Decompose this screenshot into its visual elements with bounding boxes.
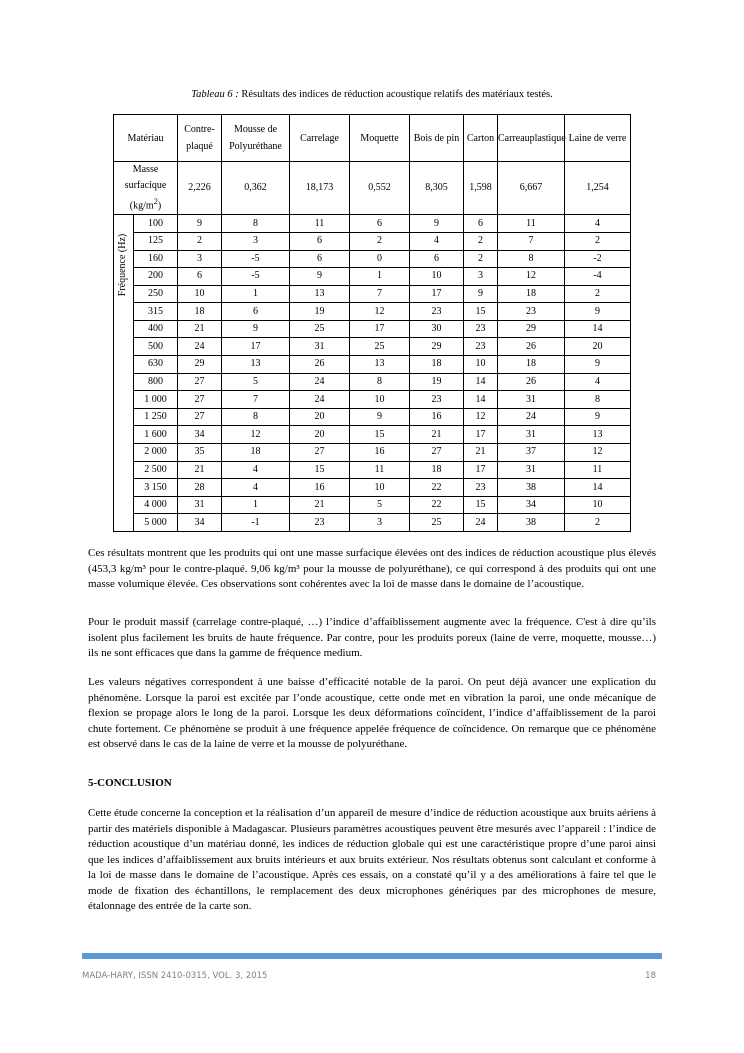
value-cell: 29 xyxy=(410,338,464,356)
value-cell: 16 xyxy=(410,408,464,426)
table-row xyxy=(114,496,631,514)
table-row xyxy=(114,215,631,233)
frequency-cell: 1 000 xyxy=(134,391,178,409)
value-cell: 4 xyxy=(410,232,464,250)
value-cell: 22 xyxy=(410,496,464,514)
value-cell: 2 xyxy=(565,285,631,303)
value-cell: 13 xyxy=(222,356,290,374)
value-cell: 24 xyxy=(464,514,498,532)
value-cell: 24 xyxy=(178,338,222,356)
value-cell: 11 xyxy=(498,215,565,233)
value-cell: 21 xyxy=(178,461,222,479)
mass-value: 0,552 xyxy=(350,162,410,215)
value-cell: 8 xyxy=(498,250,565,268)
value-cell: 34 xyxy=(178,514,222,532)
frequency-cell: 4 000 xyxy=(134,496,178,514)
value-cell: 4 xyxy=(222,461,290,479)
value-cell: 23 xyxy=(410,303,464,321)
frequency-cell: 315 xyxy=(134,303,178,321)
value-cell: 31 xyxy=(290,338,350,356)
frequency-cell: 800 xyxy=(134,373,178,391)
value-cell: 28 xyxy=(178,479,222,497)
value-cell: 14 xyxy=(565,320,631,338)
value-cell: 25 xyxy=(410,514,464,532)
table-row xyxy=(114,268,631,286)
value-cell: 26 xyxy=(498,338,565,356)
value-cell: 20 xyxy=(290,408,350,426)
value-cell: 38 xyxy=(498,479,565,497)
value-cell: 19 xyxy=(410,373,464,391)
paragraph: Pour le produit massif (carrelage contre-plaqué, …) l’indice d’affaiblissement augmente avec la fréquence. C'est à dire qu’ils isolent plus facilement les bruits de haute fréquence. Par contre, pour les produits poreux (laine de verre, moquette, mousse…) ils ne sont efficaces que dans la gamme de fréquence medium. xyxy=(88,616,656,659)
header-material: Contre-plaqué xyxy=(178,115,222,162)
value-cell: 24 xyxy=(290,391,350,409)
value-cell: 18 xyxy=(222,444,290,462)
table-header-row xyxy=(114,115,631,162)
value-cell: 2 xyxy=(178,232,222,250)
table-row xyxy=(114,320,631,338)
value-cell: 9 xyxy=(565,356,631,374)
value-cell: 7 xyxy=(350,285,410,303)
value-cell: 2 xyxy=(464,250,498,268)
value-cell: 10 xyxy=(410,268,464,286)
value-cell: 12 xyxy=(350,303,410,321)
value-cell: 27 xyxy=(178,373,222,391)
table-row xyxy=(114,303,631,321)
table-row xyxy=(114,444,631,462)
frequency-cell: 125 xyxy=(134,232,178,250)
value-cell: 10 xyxy=(178,285,222,303)
frequency-cell: 1 250 xyxy=(134,408,178,426)
value-cell: 26 xyxy=(498,373,565,391)
header-material: Carton xyxy=(464,115,498,162)
value-cell: 3 xyxy=(350,514,410,532)
conclusion-paragraph: Cette étude concerne la conception et la réalisation d’un appareil de mesure d’indice de réduction acoustique aux bruits aériens à partir des matériels disponible à Madagascar. Plusieurs paramètres acoustiques peuvent être mesurés avec l’appareil : l’indice de réduction acoustique d’un matériau donné, les indices de réduction globale qui est une caractéristique propre d’une paroi ainsi que les indices d’affaiblissement aux bruits intérieurs et aux bruits extérieur. Nos résultats obtenus sont calculant et conforme à la loi de masse dans le domaine de l’acoustique. Après ces essais, on a constaté qu’il y a des améliorations à faire tel que le mode de fixation des échantillons, le remplacement des deux microphones génériques par des microphones de mesure, étalonnage des entrée de la carte son. xyxy=(88,807,656,912)
value-cell: -2 xyxy=(565,250,631,268)
value-cell: 6 xyxy=(222,303,290,321)
value-cell: 3 xyxy=(222,232,290,250)
value-cell: 34 xyxy=(178,426,222,444)
value-cell: 2 xyxy=(565,514,631,532)
page-number: 18 xyxy=(645,971,656,981)
value-cell: 14 xyxy=(565,479,631,497)
value-cell: 13 xyxy=(290,285,350,303)
value-cell: 15 xyxy=(464,496,498,514)
value-cell: 9 xyxy=(178,215,222,233)
value-cell: 31 xyxy=(498,426,565,444)
value-cell: -1 xyxy=(222,514,290,532)
frequency-axis-label: Fréquence (Hz) xyxy=(117,234,129,297)
frequency-cell: 3 150 xyxy=(134,479,178,497)
header-material: Carrelage xyxy=(290,115,350,162)
value-cell: 27 xyxy=(178,391,222,409)
value-cell: 23 xyxy=(410,391,464,409)
frequency-cell: 1 600 xyxy=(134,426,178,444)
mass-value: 1,598 xyxy=(464,162,498,215)
header-material: Bois de pin xyxy=(410,115,464,162)
value-cell: 29 xyxy=(178,356,222,374)
value-cell: -4 xyxy=(565,268,631,286)
value-cell: 2 xyxy=(565,232,631,250)
value-cell: 8 xyxy=(350,373,410,391)
value-cell: 9 xyxy=(290,268,350,286)
value-cell: 6 xyxy=(178,268,222,286)
mass-row xyxy=(114,162,631,215)
frequency-cell: 2 500 xyxy=(134,461,178,479)
value-cell: 31 xyxy=(498,461,565,479)
mass-label-line: Masse xyxy=(132,164,159,175)
header-materiau: Matériau xyxy=(114,115,178,162)
value-cell: 11 xyxy=(565,461,631,479)
value-cell: 34 xyxy=(498,496,565,514)
table-row xyxy=(114,479,631,497)
header-material: Moquette xyxy=(350,115,410,162)
value-cell: 21 xyxy=(290,496,350,514)
value-cell: 15 xyxy=(350,426,410,444)
value-cell: 16 xyxy=(350,444,410,462)
value-cell: -5 xyxy=(222,250,290,268)
value-cell: 10 xyxy=(350,479,410,497)
frequency-cell: 250 xyxy=(134,285,178,303)
value-cell: 17 xyxy=(222,338,290,356)
value-cell: 21 xyxy=(464,444,498,462)
value-cell: 20 xyxy=(565,338,631,356)
table-row xyxy=(114,338,631,356)
mass-value: 1,254 xyxy=(565,162,631,215)
value-cell: 13 xyxy=(350,356,410,374)
value-cell: 17 xyxy=(350,320,410,338)
value-cell: 9 xyxy=(464,285,498,303)
value-cell: 6 xyxy=(350,215,410,233)
value-cell: 1 xyxy=(350,268,410,286)
header-material: Mousse de Polyuréthane xyxy=(222,115,290,162)
value-cell: 38 xyxy=(498,514,565,532)
paragraph: Les valeurs négatives correspondent à une baisse d’efficacité notable de la paroi. On peut déjà avancer une explication du phénomène. Lorsque la paroi est excitée par l’onde acoustique, cette onde met en vibration la paroi, une onde mécanique de flexion se propage alors le long de la paroi. Lorsque les deux déformations coïncident, l’indice d’affaiblissement de la paroi chute fortement. Ce phénomène se produit à une fréquence appelée fréquence de coïncidence. On remarque que ce phénomène est observé dans le cas de la laine de verre et la mousse de polyuréthane. xyxy=(88,676,656,750)
value-cell: 16 xyxy=(290,479,350,497)
value-cell: 19 xyxy=(290,303,350,321)
value-cell: 24 xyxy=(498,408,565,426)
table-row xyxy=(114,461,631,479)
value-cell: 20 xyxy=(290,426,350,444)
value-cell: 17 xyxy=(464,461,498,479)
frequency-cell: 2 000 xyxy=(134,444,178,462)
value-cell: 22 xyxy=(410,479,464,497)
section-heading: 5-CONCLUSION xyxy=(88,777,172,789)
value-cell: 9 xyxy=(410,215,464,233)
value-cell: 17 xyxy=(410,285,464,303)
mass-label-exponent: 2 xyxy=(153,197,158,206)
value-cell: 26 xyxy=(290,356,350,374)
table-caption xyxy=(0,88,744,102)
value-cell: 18 xyxy=(410,461,464,479)
value-cell: 27 xyxy=(290,444,350,462)
mass-label xyxy=(114,162,178,215)
value-cell: 3 xyxy=(464,268,498,286)
value-cell: 4 xyxy=(222,479,290,497)
value-cell: 8 xyxy=(565,391,631,409)
value-cell: 15 xyxy=(290,461,350,479)
value-cell: 17 xyxy=(464,426,498,444)
value-cell: 8 xyxy=(222,215,290,233)
table-row xyxy=(114,285,631,303)
value-cell: 2 xyxy=(350,232,410,250)
value-cell: 18 xyxy=(498,356,565,374)
table-row xyxy=(114,232,631,250)
paragraph: Ces résultats montrent que les produits qui ont une masse surfacique élevées ont des indices de réduction acoustique plus élevés (453,3 kg/m³ pour le contre-plaqué. 9,06 kg/m³ pour la mousse de polyuréthane), ce qui correspond à des produits qui ont une masse volumique élevée. Ces observations sont cohérentes avec la loi de masse dans le domaine de l’acoustique. xyxy=(88,547,656,590)
value-cell: 13 xyxy=(565,426,631,444)
value-cell: 10 xyxy=(464,356,498,374)
value-cell: 31 xyxy=(498,391,565,409)
value-cell: 14 xyxy=(464,391,498,409)
value-cell: 8 xyxy=(222,408,290,426)
footer-rule xyxy=(82,953,662,959)
value-cell: 9 xyxy=(222,320,290,338)
table-row xyxy=(114,373,631,391)
value-cell: 7 xyxy=(222,391,290,409)
footer-journal: MADA-HARY, ISSN 2410-0315, VOL. 3, 2015 xyxy=(82,971,268,981)
value-cell: 30 xyxy=(410,320,464,338)
value-cell: 4 xyxy=(565,215,631,233)
value-cell: 5 xyxy=(350,496,410,514)
value-cell: 24 xyxy=(290,373,350,391)
header-material: Laine de verre xyxy=(565,115,631,162)
value-cell: 11 xyxy=(290,215,350,233)
value-cell: -5 xyxy=(222,268,290,286)
value-cell: 25 xyxy=(290,320,350,338)
results-table xyxy=(113,114,631,532)
table-row xyxy=(114,408,631,426)
mass-label-line: ) xyxy=(157,200,162,212)
mass-value: 0,362 xyxy=(222,162,290,215)
value-cell: 1 xyxy=(222,285,290,303)
value-cell: 6 xyxy=(464,215,498,233)
frequency-cell: 160 xyxy=(134,250,178,268)
mass-value: 6,667 xyxy=(498,162,565,215)
value-cell: 27 xyxy=(410,444,464,462)
value-cell: 18 xyxy=(178,303,222,321)
value-cell: 18 xyxy=(410,356,464,374)
value-cell: 2 xyxy=(464,232,498,250)
value-cell: 11 xyxy=(350,461,410,479)
value-cell: 0 xyxy=(350,250,410,268)
value-cell: 18 xyxy=(498,285,565,303)
mass-value: 8,305 xyxy=(410,162,464,215)
value-cell: 12 xyxy=(222,426,290,444)
value-cell: 6 xyxy=(290,232,350,250)
frequency-cell: 200 xyxy=(134,268,178,286)
value-cell: 23 xyxy=(290,514,350,532)
frequency-cell: 5 000 xyxy=(134,514,178,532)
value-cell: 21 xyxy=(178,320,222,338)
frequency-cell: 100 xyxy=(134,215,178,233)
table-row xyxy=(114,250,631,268)
mass-label-line: surfacique xyxy=(124,180,167,191)
value-cell: 37 xyxy=(498,444,565,462)
table-row xyxy=(114,356,631,374)
table-body xyxy=(114,162,631,532)
value-cell: 12 xyxy=(565,444,631,462)
header-material: Carreauplastique xyxy=(498,115,565,162)
table-row xyxy=(114,426,631,444)
table-row xyxy=(114,514,631,532)
value-cell: 29 xyxy=(498,320,565,338)
mass-value: 2,226 xyxy=(178,162,222,215)
value-cell: 12 xyxy=(498,268,565,286)
value-cell: 35 xyxy=(178,444,222,462)
value-cell: 12 xyxy=(464,408,498,426)
value-cell: 23 xyxy=(464,320,498,338)
frequency-axis-cell xyxy=(114,215,134,532)
value-cell: 9 xyxy=(565,303,631,321)
value-cell: 6 xyxy=(290,250,350,268)
table-row xyxy=(114,391,631,409)
value-cell: 23 xyxy=(464,479,498,497)
value-cell: 3 xyxy=(178,250,222,268)
value-cell: 31 xyxy=(178,496,222,514)
caption-text: Résultats des indices de réduction acoustique relatifs des matériaux testés. xyxy=(238,89,553,100)
value-cell: 25 xyxy=(350,338,410,356)
mass-label-line: (kg/m xyxy=(129,200,154,212)
value-cell: 5 xyxy=(222,373,290,391)
value-cell: 9 xyxy=(565,408,631,426)
value-cell: 21 xyxy=(410,426,464,444)
value-cell: 6 xyxy=(410,250,464,268)
frequency-cell: 630 xyxy=(134,356,178,374)
value-cell: 23 xyxy=(498,303,565,321)
value-cell: 15 xyxy=(464,303,498,321)
caption-label: Tableau 6 : xyxy=(191,89,239,100)
value-cell: 10 xyxy=(350,391,410,409)
value-cell: 4 xyxy=(565,373,631,391)
frequency-cell: 400 xyxy=(134,320,178,338)
value-cell: 27 xyxy=(178,408,222,426)
value-cell: 23 xyxy=(464,338,498,356)
value-cell: 9 xyxy=(350,408,410,426)
frequency-cell: 500 xyxy=(134,338,178,356)
value-cell: 14 xyxy=(464,373,498,391)
value-cell: 7 xyxy=(498,232,565,250)
mass-value: 18,173 xyxy=(290,162,350,215)
value-cell: 10 xyxy=(565,496,631,514)
value-cell: 1 xyxy=(222,496,290,514)
